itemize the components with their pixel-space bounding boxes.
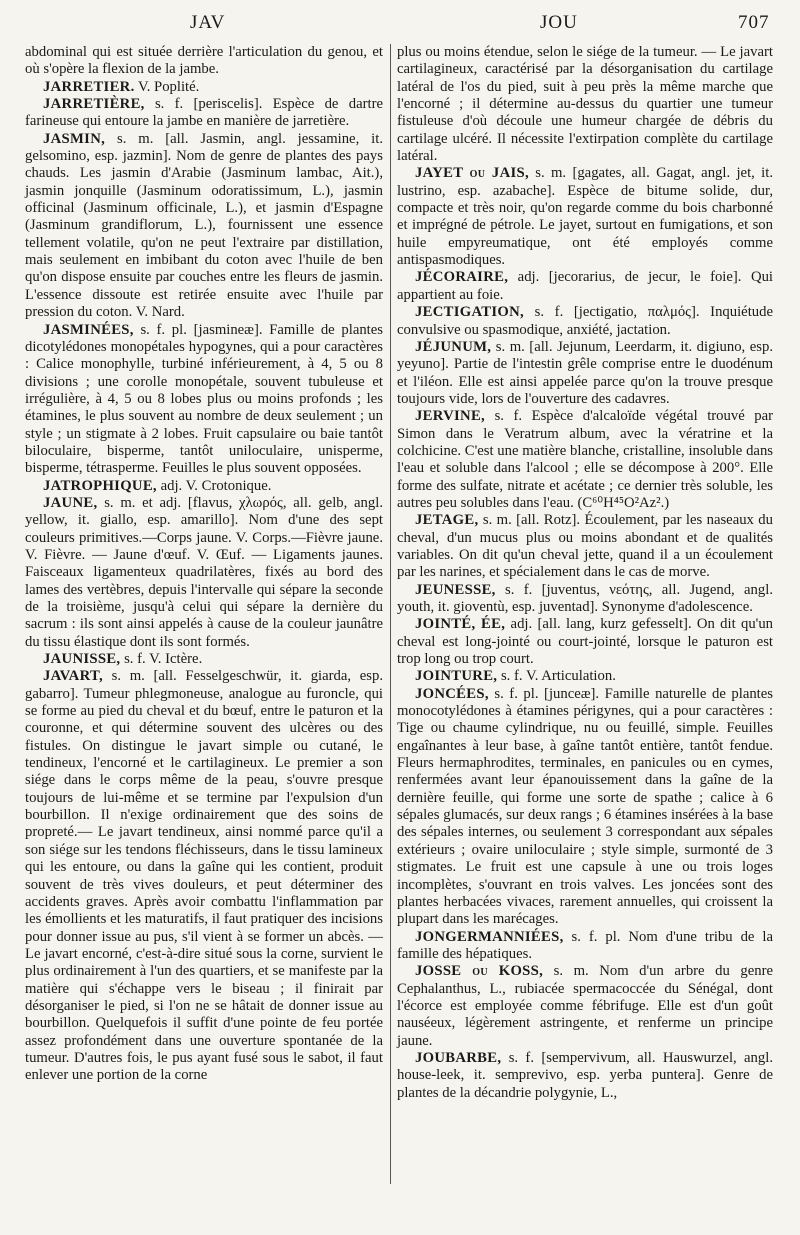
dictionary-entry: plus ou moins étendue, selon le siége de la tumeur. — Le javart cartilagineux, caractérisé par la désorganisation du cartilage latéral de l'os du pied, suit à peu près la même marche que l'encorné ; il détermine au-dessus du quartier une tumeur fistuleuse d'où découle une humeur chargée de débris du cartilage ulcéré. Il nécessite l'extirpation complète du cartilage latéral. bbox=[397, 44, 773, 165]
dictionary-entry: abdominal qui est située derrière l'articulation du genou, et où s'opère la flexion de la jambe. bbox=[25, 44, 383, 78]
dictionary-entry: JERVINE, s. f. Espèce d'alcaloïde végétal trouvé par Simon dans le Veratrum album, avec la vératrine et la colchicine. C'est une matière blanche, cristalline, insoluble dans l'eau et soluble dans l'alcool ; elle se décompose à 200°. Elle forme des sulfate, nitrate et acétate ; ce dernier très soluble, les autres peu solubles dans l'eau. (C⁶⁰H⁴⁵O²Az².) bbox=[397, 408, 774, 511]
dictionary-entry: JAUNISSE, s. f. V. Ictère. bbox=[43, 651, 203, 668]
dictionary-entry: JAYET ou JAIS, s. m. [gagates, all. Gagat, angl. jet, it. lustrino, esp. azabache]. Espèce de bitume solide, dur, compacte et très noir, qu'on regarde comme du bois charbonné et imprégné de pétrole. Le jayet, surtout en fumigations, et son huile empyreumatique, ont été employés comme antispasmodiques. bbox=[397, 165, 774, 269]
dictionary-entry: JONCÉES, s. f. pl. [junceæ]. Famille naturelle de plantes monocotylédones à étamines périgynes, qui a pour caractères : Tige ou chaume cylindrique, nu ou feuillé, simple. Feuilles engaînantes à leur base, à gaîne tantôt entière, tantôt fendue. Fleurs hermaphrodites, terminales, en panicules ou en cymes, renfermées avant leur épanouissement dans la gaîne de la dernière feuille, qui forme une sorte de spathe ; calice à 6 sépales glumacés, sur deux rangs ; 6 étamines insérées à la base des sépales internes, ou seulement 3 correspondant aux sépales extérieurs ; ovaire uniloculaire ; style simple, surmonté de 3 stigmates. Le fruit est une capsule à une ou trois loges incomplètes, s'ouvrant en trois valves. Les joncées sont des plantes herbacées vivaces, rarement annuelles, qui croissent la plupart dans les marécages. bbox=[397, 685, 773, 928]
left-running-head: JAV bbox=[190, 12, 226, 33]
dictionary-entry: JAUNE, s. m. et adj. [flavus, χλωρός, all. gelb, angl. yellow, it. giallo, esp. amarillo]. Nom d'une des sept couleurs primitives.—Corps jaune. V. Corps.—Fièvre jaune. V. Fièvre. — Jaune d'œuf. V. Œuf. — Ligaments jaunes. Faisceaux ligamenteux quadrilatères, fixés au bord des lames des vertèbres, depuis l'intervalle qui sépare la seconde de la troisième, jusqu'à celui qui sépare la dernière du sacrum : ils sont ainsi appelés à cause de la couleur jaunâtre du tissu élastique dont ils sont formés. bbox=[25, 494, 383, 650]
dictionary-entry: JONGERMANNIÉES, s. f. pl. Nom d'une tribu de la famille des hépatiques. bbox=[397, 928, 773, 962]
column-separator bbox=[390, 44, 391, 1184]
dictionary-entry: JÉCORAIRE, adj. [jecorarius, de jecur, le foie]. Qui appartient au foie. bbox=[397, 269, 773, 303]
dictionary-entry: JOSSE ou KOSS, s. m. Nom d'un arbre du genre Cephalanthus, L., rubiacée spermacoccée du Sénégal, dont l'écorce est employée comme fébrifuge. Elle est d'un goût nauséeux, légèrement astringente, et renferme un principe jaune. bbox=[397, 963, 773, 1049]
page-number: 707 bbox=[738, 12, 770, 33]
left-column bbox=[25, 44, 383, 1085]
dictionary-entry: JÉJUNUM, s. m. [all. Jejunum, Leerdarm, it. digiuno, esp. yeyuno]. Partie de l'intestin grêle comprise entre le duodénum et l'iléon. Elle est ainsi appelée parce qu'on la trouve presque toujours vide, lors de l'ouverture des cadavres. bbox=[397, 338, 774, 407]
running-header bbox=[0, 6, 800, 36]
dictionary-entry: JARRETIÈRE, s. f. [periscelis]. Espèce de dartre farineuse qui entoure la jambe en manière de jarretière. bbox=[25, 96, 383, 130]
dictionary-entry: JOINTURE, s. f. V. Articulation. bbox=[415, 668, 616, 685]
dictionary-entry: JOINTÉ, ÉE, adj. [all. lang, kurz gefesselt]. On dit qu'un cheval est long-jointé ou court-jointé, lorsque le paturon est trop long ou trop court. bbox=[397, 616, 774, 668]
right-running-head: JOU bbox=[540, 12, 578, 33]
dictionary-entry: JETAGE, s. m. [all. Rotz]. Écoulement, par les naseaux du cheval, d'un mucus plus ou moins abondant et de qualités variables. On dit qu'un cheval jette, quand il a un écoulement par les narines, et spécialement dans le cas de morve. bbox=[397, 512, 773, 581]
dictionary-entry: JAVART, s. m. [all. Fesselgeschwür, it. giarda, esp. gabarro]. Tumeur phlegmoneuse, analogue au furoncle, qui se forme au pied du cheval et du bœuf, entre le paturon et la couronne, et qui détermine souvent des ulcères ou des fistules. On distingue le javart simple ou cutané, le tendineux, l'encorné et le cartilagineux. Le premier a son siége dans le corps même de la peau, s'ouvre presque toujours de lui-même et se termine par l'expulsion d'un bourbillon. Il n'exige ordinairement que des soins de propreté.— Le javart tendineux, ainsi nommé parce qu'il a son siége sur les tendons fléchisseurs, dans le tissu lamineux qui les entoure, ou dans la gaîne qui les contient, produit souvent de très vives douleurs, et peut déterminer des accidents graves. Après avoir combattu l'inflammation par les émollients et les maturatifs, il faut pratiquer des incisions pour donner issue au pus, s'il vient à se former un abcès. — Le javart encorné, c'est-à-dire situé sous la corne, survient le plus ordinairement à l'un des quartiers, et se manifeste par la matière qui s'échappe vers le biseau ; il finirait par désorganiser le pied, si l'on ne se hâtait de donner issue au bourbillon. Quelquefois il suffit d'une pointe de feu portée assez profondément dans une ouverture spontanée de la tumeur. D'autres fois, le pus ayant fusé sous le sabot, il faut enlever une portion de la corne bbox=[25, 668, 384, 1084]
dictionary-entry: JEUNESSE, s. f. [juventus, νεότης, all. Jugend, angl. youth, it. gioventù, esp. juventad]. Synonyme d'adolescence. bbox=[397, 581, 774, 615]
dictionary-entry: JASMINÉES, s. f. pl. [jasmineæ]. Famille de plantes dicotylédones monopétales hypogynes, qui a pour caractères : Calice monophylle, turbiné inférieurement, à 4, 5 ou 8 divisions ; une corolle monopétale, souvent tubuleuse et irrégulière, à 4, 5 ou 8 lobes plus ou moins profonds ; les étamines, le plus souvent au nombre de deux seulement ; un style ; un stigmate à 2 lobes. Fruit capsulaire ou baie tantôt biloculaire, bisperme, tantôt uniloculaire, unisperme, bisperme, tétrasperme. Feuilles le plus souvent opposées. bbox=[25, 321, 383, 477]
dictionary-entry: JOUBARBE, s. f. [sempervivum, all. Hauswurzel, angl. house-leek, it. semprevivo, esp. yerba puntera]. Genre de plantes de la décandrie polygynie, L., bbox=[397, 1049, 774, 1101]
dictionary-entry: JARRETIER. V. Poplité. bbox=[43, 78, 200, 95]
right-column bbox=[397, 44, 773, 1102]
dictionary-entry: JECTIGATION, s. f. [jectigatio, παλμός]. Inquiétude convulsive ou spasmodique, anxiété, jactation. bbox=[397, 304, 773, 338]
dictionary-entry: JASMIN, s. m. [all. Jasmin, angl. jessamine, it. gelsomino, esp. jazmin]. Nom de genre de plantes des pays chauds. Les jasmin d'Arabie (Jasminum lambac, Ait.), jasmin jonquille (Jasminum odoratissimum, L.), jasmin officinal (Jasminum officinale, L.), et jasmin d'Espagne (Jasminum grandiflorum, L.), fournissent une essence tellement volatile, qu'on ne peut l'extraire par distillation, mais seulement en imbibant du coton avec l'huile de ben qu'on dispose ensuite par couches entre les fleurs de jasmin. L'essence dissoute est retirée ensuite avec l'huile par pression du coton. V. Nard. bbox=[25, 130, 383, 321]
dictionary-entry: JATROPHIQUE, adj. V. Crotonique. bbox=[43, 477, 272, 494]
